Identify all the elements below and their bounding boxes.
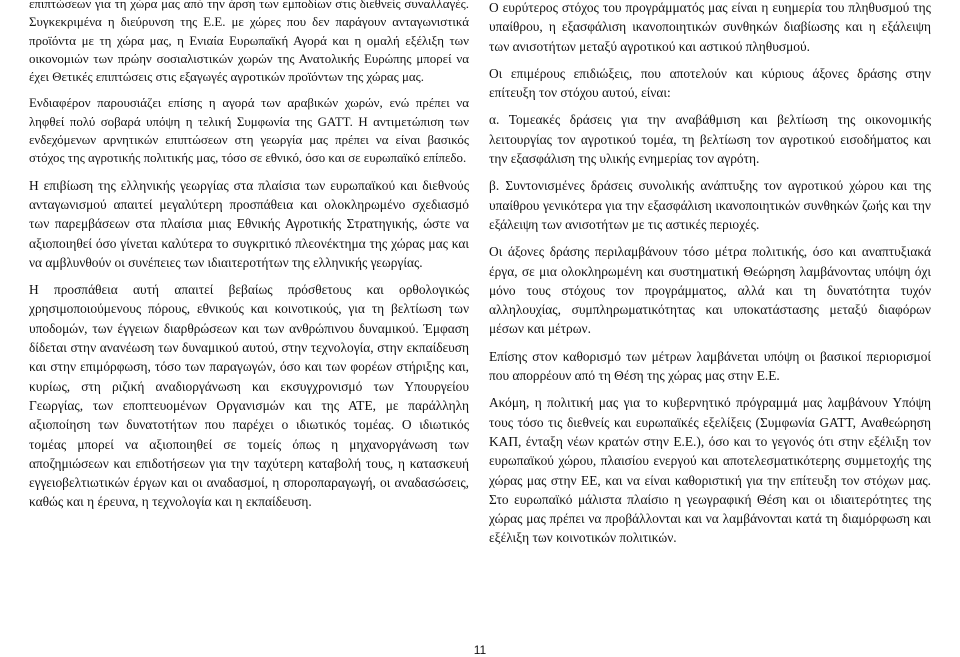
paragraph-sub-objectives: Οι επιμέρους επιδιώξεις, που αποτελούν και κύριους άξονες δράσης στην επίτευξη τον στόχου αυτού, είναι:: [489, 65, 931, 101]
list-item-a-sectoral-actions: α. Τομεακές δράσεις για την αναβάθμιση και βελτίωση της οικονομικής λειτουργίας τον αγροτικού τομέα, τη βελτίωση τον αγροτικού εισοδήματος και την εξασφάλιση της υλικής ενημερίας τον αγρότη.: [489, 112, 931, 167]
paragraph-agricultural-survival: Η επιβίωση της ελληνικής γεωργίας στα πλαίσια των ευρωπαϊκού και διεθνούς ανταγωνισμού απαιτεί μεγαλύτερη προσπάθεια και ολοκληρωμένο σχεδιασμό των παρεμβάσεων στα πλαίσια μιας Εθνικής Αγροτικής Στρατηγικής, ώστε να αξιοποιηθεί όσο γίνεται καλύτερα το συγκριτικό πλεονέκτημα της χώρας μας και να αμβλυνθούν οι συνέπειες των ιδιαιτεροτήτων της ελληνικής γεωργίας.: [29, 177, 469, 270]
paragraph-broad-objective: Ο ευρύτερος στόχος του προγράμματός μας είναι η ευημερία του πληθυσμού της υπαίθρου, η εξασφάλιση ικανοποιητικών συνθηκών διαβίωσης και η εξάλειψη των ανισοτήτων μεταξύ αγροτικού και αστικού πληθυσμού.: [489, 0, 931, 54]
list-item-b-rural-development: β. Συντονισμένες δράσεις συνολικής ανάπτυξης τον αγροτικού χώρου και της υπαίθρου γενικότερα για την εξασφάλιση ικανοποιητικών συνθηκών ζωής και την εξάλειψη των ανισοτήτων με τις αστικές περιοχές.: [489, 178, 931, 232]
paragraph-action-axes: Οι άξονες δράσης περιλαμβάνουν τόσο μέτρα πολιτικής, όσο και αναπτυξιακά έργα, σε μια ολοκληρωμένη και συστηματική Θεώρηση λαμβάνοντας υπόψη όχι μόνο τους στόχους τον προγράμματος, αλλά και τη δυνατότητα τυχόν αλληλουχίας, συμπληρωματικότητας και υποκατάστασης μεταξύ διαφόρων μέσων και μέτρων.: [489, 244, 931, 337]
paragraph-resources-effort: Η προσπάθεια αυτή απαιτεί βεβαίως πρόσθετους και ορθολογικώς χρησιμοποιούμενους πόρους, εθνικούς και κοινοτικούς, για τη βελτίωση των υποδομών, των έγγειων διαρθρώσεων και των ανθρώπινου δυναμικού. Έμφαση δίδεται στην ανανέωση των δυναμικού αυτού, στην τεχνολογία, στην εκπαίδευση και στην επιμόρφωση, τόσο των παραγωγών, όσο και των φορέων στήριξης και, κυρίως, στη ριζική αναδιοργάνωση και εκσυγχρονισμό των Υπουργείου Γεωργίας, των εποπτευομένων Οργανισμών και της ΑΤΕ, με παράλληλη αξιοποίηση των δυνατοτήτων που παρέχει ο ιδιωτικός τομέας. Ο ιδιωτικός τομέας μπορεί να αξιοποιηθεί σε τομείς όπως η μηχανοργάνωση των αποζημιώσεων και επιδοτήσεων για την ταχύτερη καταβολή τους, η κατασκευή εγγειοβελτιωτικών έργων και οι αναδασμοί, η σπορoπαραγωγή, οι αναδασώσεις, καθώς και η έρευνα, η τεχνολογία και η εκπαίδευση.: [29, 282, 469, 510]
paragraph-constraints: Επίσης στον καθορισμό των μέτρων λαμβάνεται υπόψη οι βασικοί περιορισμοί που απορρέουν από τη Θέση της χώρας μας στην Ε.Ε.: [489, 348, 931, 384]
paragraph-trade-effects: επιπτώσεων για τη χώρα μας από την άρση των εμποδίων στις διεθνείς συναλλαγές. Συγκεκριμένα η διεύρυνση της Ε.Ε. με χώρες που δεν παράγουν ανταγωνιστικά προϊόντα με τη χώρα μας, η Ενιαία Ευρωπαϊκή Αγορά και η ομαλή εξέλιξη των οικονομιών των πρώην σοσιαλιστικών χωρών της Ανατολικής Ευρώπης μπορεί να έχει Θετικές επιπτώσεις στις εξαγωγές αγροτικών προϊόντων της χώρας μας.: [29, 0, 469, 85]
paragraph-european-context: Ακόμη, η πολιτική μας για το κυβερνητικό πρόγραμμά μας λαμβάνουν Υπόψη τους τόσο τις διεθνείς και ευρωπαϊκές εξελίξεις (Συμφωνία GATT, Αναθεώρηση ΚΑΠ, ένταξη νέων κρατών στην Ε.Ε.), όσο και το γεγονός ότι στην εξέλιξη τον ευρωπαϊκού χώρου, πλαισίου ενεργού και αποτελεσματικότερης συμμετοχής της χώρας μας στην ΕΕ, και να είναι καθοριστική για την επίτευξη τον στόχων μας. Στο ευρωπαϊκό μάλιστα πλαίσιο η γεωγραφική Θέση και οι ιδιαιτερότητες της χώρας μας πρέπει να προβάλλονται και να λαμβάνονται κατά τη διαμόρφωση και εξέλιξη των κοινοτικών πολιτικών.: [489, 395, 931, 546]
page-number: 11: [473, 643, 487, 657]
paragraph-arab-markets-gatt: Ενδιαφέρον παρουσιάζει επίσης η αγορά των αραβικών χωρών, ενώ πρέπει να ληφθεί πολύ σοβαρά υπόψη η τελική Συμφωνία της GATT. Η αντιμετώπιση των ενδεχόμενων αρνητικών επιπτώσεων στη γεωργία μας πρέπει να είναι βασικός στόχος της αγροτικής πολιτικής μας, τόσο σε εθνικό, όσο και σε ευρωπαϊκό επίπεδο.: [29, 96, 469, 166]
left-text-column: [29, 0, 469, 520]
right-text-column: [489, 0, 931, 556]
